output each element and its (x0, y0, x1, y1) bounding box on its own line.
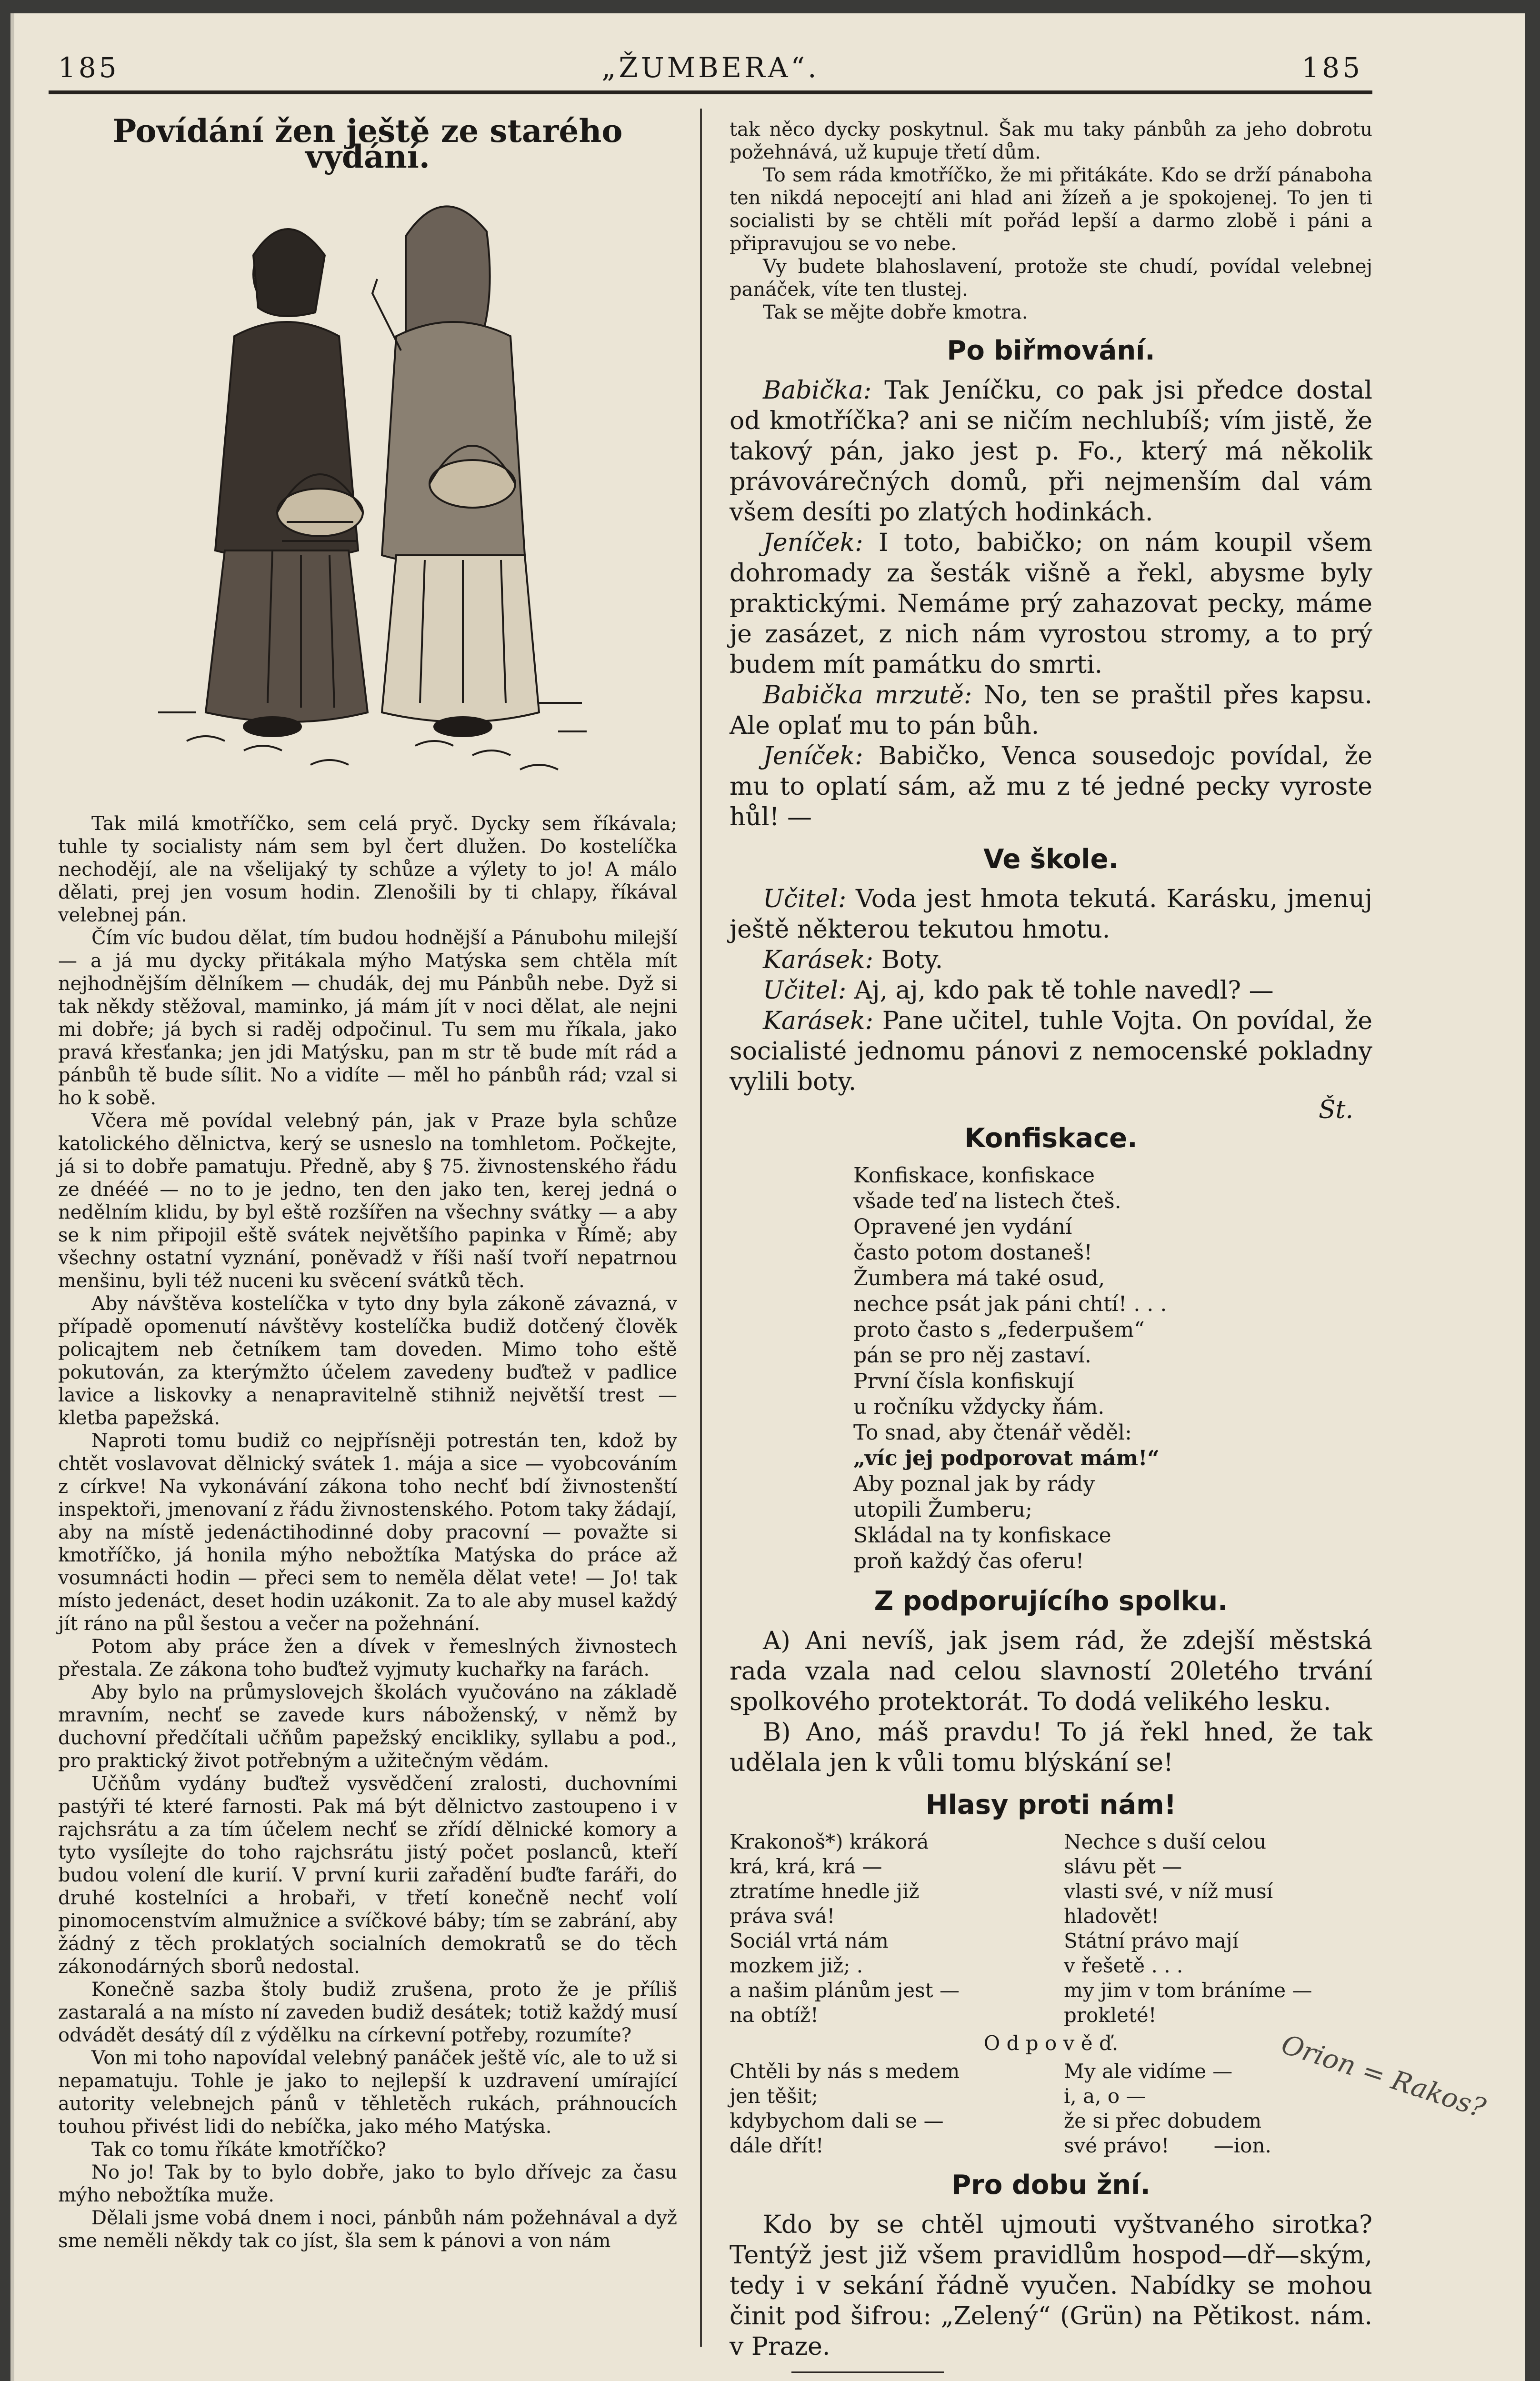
poem-line: Konfiskace, konfiskace (853, 1163, 1095, 1188)
article-paragraph: Tak co tomu říkáte kmotříčko? (91, 2139, 387, 2161)
heading-hlasy-proti-nam: Hlasy proti nám! (925, 1790, 1177, 1821)
poem-line: v řešetě . . . (1064, 1954, 1183, 1977)
signature-ion: —ion. (1213, 2134, 1271, 2157)
poem-line: prokleté! (1064, 2003, 1157, 2027)
poem-line: proň každý čas oferu! (853, 1549, 1084, 1573)
dialogue-text: Aj, aj, kdo pak tě tohle navedl? — (846, 976, 1274, 1005)
dialogue-text: No, ten se praštil přes kapsu. Ale oplať mu to pán bůh. (730, 681, 1372, 740)
article-paragraph: Potom aby práce žen a dívek v řemeslných živnostech přestala. Ze zákona toho buďtež vyjmuty kuchařky na farách. (58, 1636, 677, 1681)
column-divider (700, 109, 702, 2347)
poem-line: u ročníku vždycky ňám. (853, 1395, 1105, 1419)
article-paragraph: Konečně sazba štoly budiž zrušena, proto že je příliš zastaralá a na místo ní zaveden budiž desátek; totiž každý musí odvádět desátý díl z výdělku na církevní potřeby, rozumíte? (58, 1979, 677, 2046)
heading-pro-dobu-zni: Pro dobu žní. (951, 2170, 1150, 2201)
poem-line: Aby poznal jak by rády (853, 1472, 1095, 1496)
poem-line: práva svá! (730, 1904, 835, 1928)
poem-line: i, a, o — (1064, 2084, 1146, 2108)
continuation-paragraph: tak něco dycky poskytnul. Šak mu taky pánbůh za jeho dobrotu požehnává, už kupuje třetí dům. (730, 119, 1372, 163)
article-paragraph: Včera mě povídal velebný pán, jak v Praze byla schůze katolického dělnictva, kerý se usneslo na tomhletom. Počkejte, já si to dobře pamatuju. Předně, aby § 75. živnostenského řádu ze dnééé — no to je jedno, ten den jako ten, kerej jedná o nedělním klidu, by byl eště rozšířen na všechny svátky — a aby se k nim připojil eště svátek největšího papinka v Římě; aby všechny ostatní vyznání, poněvadž v říši naší tvoří nepatrnou menšinu, byli též nuceni ku svěcení svátků těch. (58, 1110, 677, 1292)
poem-line: utopili Žumberu; (853, 1498, 1032, 1522)
poem-line-text: své právo! (1064, 2134, 1170, 2157)
heading-konfiskace: Konfiskace. (964, 1123, 1138, 1154)
poem-line: kdybychom dali se — (730, 2109, 944, 2132)
speaker-label: Učitel: (763, 976, 847, 1005)
article-paragraph: Naproti tomu budiž co nejpřísněji potrestán ten, kdož by chtět voslavovat dělnický svátek 1. mája a sice — vyobcováním z církve! Na vykonávání zákona toho nechť bdí živnostenští inspektoři, jmenovaní z řádu živnostenského. Potom taky žádají, aby na místě jedenáctihodinné doby pracovní — považte si kmotříčko, já honila mýho nebožtíka Matýska do práce až vosumnácti hodin — přeci sem to neměla dělat vete! — Jo! tak místo jedenáct, deset hodin uzákonit. Za to ale aby musel každý jít ráno na půl šestou a večer na požehnání. (58, 1430, 677, 1635)
dialogue-line (730, 375, 1372, 528)
footnote-rule (791, 2371, 944, 2373)
newspaper-page (10, 13, 1525, 2381)
article-paragraph: Von mi toho napovídal velebný panáček ještě víc, ale to už si nepamatuju. Tohle je jako to nejlepší k uzdravení umírající autority velebnejch pánů v těhletěch rukách, práhnoucích touhou přivést lidi do nebíčka, jako mého Matýska. (58, 2047, 677, 2138)
poem-line: nechce psát jak páni chtí! . . . (853, 1292, 1167, 1316)
poem-line: „víc jej podporovat mám!“ (853, 1446, 1160, 1471)
article-paragraph: Dělali jsme vobá dnem i noci, pánbůh nám požehnával a dyž sme neměli někdy tak co jíst, šla sem k pánovi a von nám (58, 2207, 677, 2252)
poem-line: Chtěli by nás s medem (730, 2060, 960, 2083)
continuation-paragraph: Vy budete blahoslavení, protože ste chudí, povídal velebnej panáček, víte ten tlustej. (730, 256, 1372, 300)
poem-konfiskace (853, 1163, 1372, 1574)
poem-line: Sociál vrtá nám (730, 1929, 889, 1952)
speaker-label: Jeníček: (763, 529, 863, 557)
poem-line: proto často s „federpušem“ (853, 1318, 1145, 1342)
page-header (49, 42, 1372, 90)
hlasy-right-verse (1064, 1830, 1372, 2028)
two-women-illustration (130, 179, 606, 798)
heading-podporujici-spolek: Z podporujícího spolku. (874, 1586, 1228, 1617)
poem-line: slávu pět — (1064, 1855, 1182, 1878)
article-paragraph: Čím víc budou dělat, tím budou hodnější a Pánubohu milejší — a já mu dycky přitákala mýho Matýska sem chtěla mít nejhodnějším dělníkem — chudák, dej mu Pánbůh nebe. Dyž si tak někdy stěžoval, maminko, já mám jít v noci dělat, ale nejni mi dobře; já bych si raděj odpočinul. Tu sem mu říkala, jako pravá křesťanka; jen jdi Matýsku, pan m str tě bude mít rád a pánbůh tě bude sílit. No a vidíte — měl ho pánbůh rád; vzal si ho k sobě. (58, 927, 677, 1109)
poem-line: Skládal na ty konfiskace (853, 1523, 1111, 1548)
poem-line: často potom dostaneš! (853, 1241, 1092, 1265)
continuation-paragraph: Tak se mějte dobře kmotra. (763, 301, 1028, 323)
poem-line: Krakonoš*) krákorá (730, 1830, 929, 1853)
dialogue-line (730, 528, 1372, 680)
dialogue-line (730, 945, 1372, 975)
dialogue-text: Pane učitel, tuhle Vojta. On povídal, že socialisté jednomu pánovi z nemocenské pokladny vylili boty. (730, 1007, 1372, 1096)
heading-ve-skole: Ve škole. (983, 844, 1119, 875)
dialogue-text: Boty. (873, 946, 943, 974)
page-edge-shadow (10, 13, 14, 2381)
dialogue-line (730, 975, 1372, 1006)
poem-line: ztratíme hnedle již (730, 1880, 920, 1903)
article-paragraph: Aby bylo na průmyslovejch školách vyučováno na základě mravním, nechť se zavede kurs náboženský, v němž by duchovní předčítali učňům papežský encikliky, syllabu a pod., pro praktický život potřebným a užitečným vědám. (58, 1681, 677, 1772)
poem-line: Opravené jen vydání (853, 1215, 1072, 1239)
poem-line: jen těšit; (730, 2084, 819, 2108)
spolek-paragraph-b: B) Ano, máš pravdu! To já řekl hned, že tak udělala jen k vůli tomu blýskání se! (730, 1718, 1372, 1777)
speaker-label: Učitel: (763, 885, 847, 913)
poem-line: my jim v tom bráníme — (1064, 1979, 1312, 2002)
dialogue-line (730, 680, 1372, 741)
heading-po-birmovani: Po biřmování. (947, 335, 1155, 366)
poem-line: První čísla konfiskují (853, 1369, 1074, 1393)
odpoved-poem (730, 2059, 1372, 2158)
poem-line: Státní právo mají (1064, 1929, 1239, 1952)
poem-line: na obtíž! (730, 2003, 819, 2027)
masthead-title: „ŽUMBERA“. (601, 51, 820, 84)
continuation-paragraph: To sem ráda kmotříčko, že mi přitákáte. Kdo se drží pánaboha ten nikdá nepocejtí ani hlad ani žízeň a je spokojenej. To jen ti socialisti by se chtěli mít pořád lepší a darmo zlobě i páni a připravujou se vo nebe. (730, 164, 1372, 255)
dialogue-line (730, 1006, 1372, 1097)
page-number-left: 185 (58, 51, 120, 84)
odpoved-left-verse (730, 2059, 1038, 2158)
dialogue-text: I toto, babičko; on nám koupil všem dohromady za šesták višně a řekl, abysme byly praktickými. Nemáme prý zahazovat pecky, máme je zasázet, z nich nám vyrostou stromy, a to prý budem mít památku do smrti. (730, 529, 1372, 679)
poem-line: a našim plánům jest — (730, 1979, 960, 2002)
hlasy-poem (730, 1830, 1372, 2028)
poem-line: že si přec dobudem (1064, 2109, 1262, 2132)
hlasy-left-verse (730, 1830, 1038, 2028)
dialogue-text: Tak Jeníčku, co pak jsi předce dostal od kmotříčka? ani se ničím nechlubíš; vím jistě, že takový pán, jako jest p. Fo., který má několik právovárečných domů, při nejmenším dal vám všem desíti po zlatých hodinkách. (730, 376, 1372, 527)
odpoved-label: O d p o v ě ď. (983, 2031, 1119, 2055)
speaker-label: Babička mrzutě: (763, 681, 972, 710)
article-paragraph: Učňům vydány buďtež vysvědčení zralosti, duchovními pastýři té které farnosti. Pak má být dělnictvo zastoupeno i v rajchsrátu a za tím účelem nechť se zřídí dělnické komory a tyto vysílejte do toho rajchsrátu jistý počet poslanců, kteří budou volení dle kurií. V první kurii zařadění buďte faráři, do druhé kostelníci a hrobaři, v třetí konečně nechť volí pinomocenstvím almužnice a svíčkové báby; tím se zabrání, aby žádný z těch proklatých socialních demokratů se do těch zákonodárných sborů nedostal. (58, 1773, 677, 1978)
page-number-right: 185 (1301, 51, 1363, 84)
speaker-label: Karásek: (763, 946, 874, 974)
poem-line: pán se pro něj zastaví. (853, 1343, 1091, 1368)
right-column (730, 118, 1372, 2381)
speaker-label: Jeníček: (763, 742, 863, 770)
zni-paragraph: Kdo by se chtěl ujmouti vyštvaného sirotka? Tentýž jest již všem pravidlům hospod—dř—ským, tedy i v sekání řádně vyučen. Nabídky se mohou činit pod šifrou: „Zelený“ (Grün) na Pětikost. nám. v Praze. (730, 2211, 1372, 2361)
handwritten-note: Orion = Rakos? (1277, 2029, 1490, 2124)
poem-line: mozkem již; . (730, 1954, 863, 1977)
poem-line: hladovět! (1064, 1904, 1160, 1928)
spolek-paragraph-a: A) Ani nevíš, jak jsem rád, že zdejší městská rada vzala nad celou slavností 20letého trvání spolkového protektorát. To dodá velikého lesku. (730, 1627, 1372, 1716)
poem-line: My ale vidíme — (1064, 2060, 1233, 2083)
article-paragraph: No jo! Tak by to bylo dobře, jako to bylo dřívejc za času mýho nebožtíka muže. (58, 2161, 677, 2206)
poem-line: Žumbera má také osud, (853, 1266, 1105, 1291)
poem-line: Nechce s duší celou (1064, 1830, 1267, 1853)
header-rule (49, 90, 1372, 94)
speaker-label: Babička: (763, 376, 872, 405)
poem-line: vlasti své, v níž musí (1064, 1880, 1273, 1903)
dialogue-line (730, 741, 1372, 832)
dialogue-text: Babičko, Venca sousedojc povídal, že mu to oplatí sám, až mu z té jedné pecky vyroste hůl! — (730, 742, 1372, 831)
dialogue-line (730, 884, 1372, 945)
poem-line: To snad, aby čtenář věděl: (853, 1421, 1132, 1445)
dialogue-text: Voda jest hmota tekutá. Karásku, jmenuj ještě některou tekutou hmotu. (730, 885, 1372, 944)
article-heading-povidani: Povídání žen ještě ze starého vydání. (112, 112, 623, 175)
poem-line: dále dřít! (730, 2134, 824, 2157)
article-paragraph: Aby návštěva kostelíčka v tyto dny byla zákoně závazná, v případě opomenutí návštěvy kostelíčka budiž dotčený člověk policajtem neb četníkem tam doveden. Mimo toho eště pokutován, za kterýmžto účelem zavedeny buďtež v padlice lavice a liskovky a nenapravitelně stihniž největší trest — kletba papežská. (58, 1293, 677, 1429)
poem-line (1064, 2133, 1372, 2158)
article-intro: Tak milá kmotříčko, sem celá pryč. Dycky sem říkávala; tuhle ty socialisty nám sem byl čert dlužen. Do kostelíčka nechodějí, ale na všelijaký ty schůze a výlety to jo! A málo dělati, prej jen vosum hodin. Zlenošili by ti chlapy, říkával velebnej pán. (58, 813, 677, 926)
poem-line: všade teď na listech čteš. (853, 1189, 1121, 1213)
poem-line: krá, krá, krá — (730, 1855, 882, 1878)
speaker-label: Karásek: (763, 1007, 874, 1035)
signature-st: Št. (1318, 1096, 1353, 1124)
left-column (58, 112, 677, 2252)
